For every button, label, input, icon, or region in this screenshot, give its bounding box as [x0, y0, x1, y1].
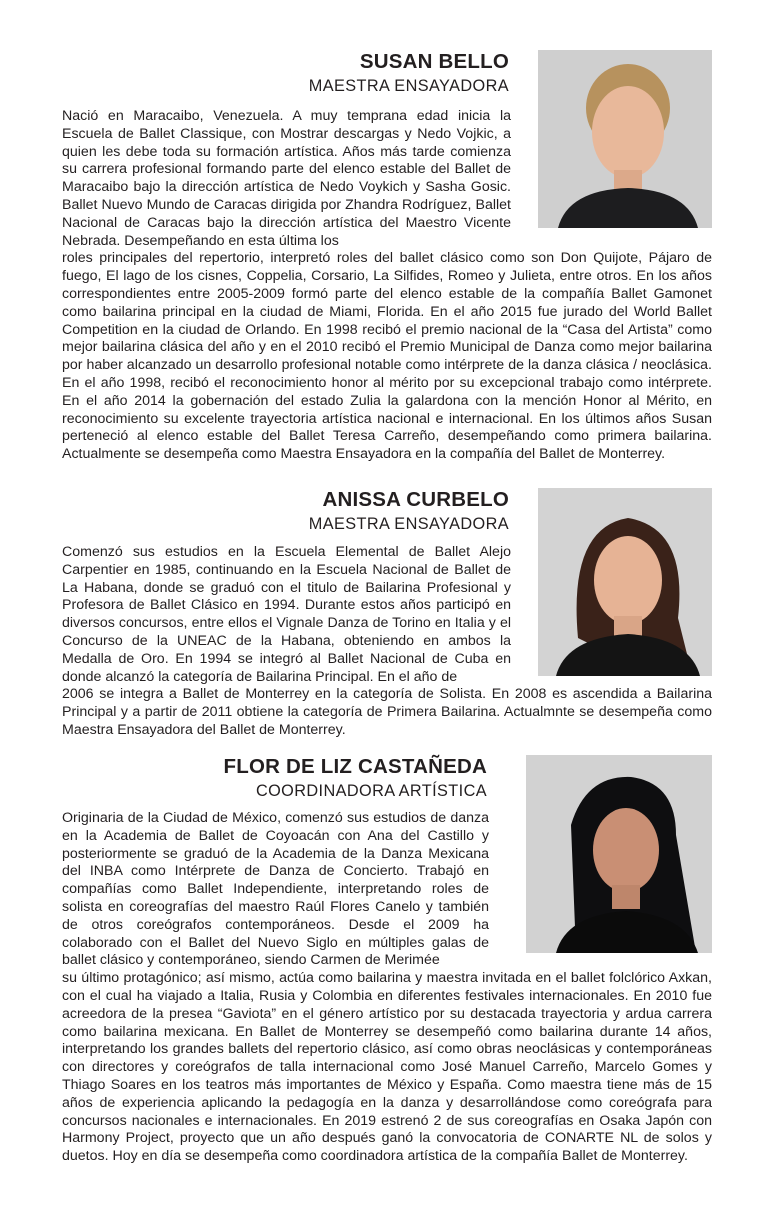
bio-full-text: su último protagónico; así mismo, actúa como bailarina y maestra invitada en el ballet folclórico Axkan, con el cual ha viajado a Italia, Rusia y Colombia en diferentes festivales internacionales. En 2010 fue acreedora de la presea “Gaviota” en el género artístico por su destacada trayectoria y ardua carrera como bailarina mexicana. En Ballet de Monterrey se desempeñó como bailarina durante 14 años, interpretando los grandes ballets del repertorio clásico, así como obras neoclásicas y contemporáneas con directores y coreógrafos de talla internacional como José Manuel Carreño, Marcelo Gomes y Thiago Soares en los teatros más importantes de México y España. Como maestra tiene más de 15 años de experiencia aplicando la pedagogía en la danza y desarrollándose como coreógrafa para concursos nacionales e internacionales. En 2019 estrenó 2 de sus coreografías en Osaka Japón con Harmony Project, proyecto que un año después ganó la convocatoria de CONARTE NL de solos y duetos. Hoy en día se desempeña como coordinadora artística de la compañía Ballet de Monterrey. — [62, 970, 712, 1165]
bio-full-text: roles principales del repertorio, interpretó roles del ballet clásico como son Don Quijote, Pájaro de fuego, El lago de los cisnes, Coppelia, Corsario, La Silfides, Romeo y Julieta, entre otros. En los años correspondientes entre 2005-2009 formó parte del elenco estable de la compañía Ballet Gamonet como bailarina principal en la ciudad de Miami, Florida. En el año 2015 fue jurado del World Ballet Competition en la ciudad de Orlando. En 1998 recibó el premio nacional de la “Casa del Artista” como mejor bailarina clásica del año y en el 2010 recibó el Premio Municipal de Danza como mejor bailarina por haber alcanzado un desarrollo profesional notable como intérprete de la danza clásica / neoclásica. En el año 1998, recibó el reconocimiento honor al mérito por su excepcional trabajo como intérprete. En el año 2014 la gobernación del estado Zulia la galardona con la mención Honor al Mérito, en reconocimiento su excelente trayectoria artística nacional e internacional. En los últimos años Susan perteneció al elenco estable del Ballet Teresa Carreño, desempeñando como primera bailarina. Actualmente se desempeña como Maestra Ensayadora en la compañía del Ballet de Monterrey. — [62, 250, 712, 463]
profile-name: FLOR DE LIZ CASTAÑEDA — [223, 755, 487, 778]
portrait-photo — [526, 755, 712, 953]
bio-wrapped-text: Nació en Maracaibo, Venezuela. A muy temprana edad inicia la Escuela de Ballet Classique, con Mostrar descargas y Nedo Vojkic, a quien les debe toda su formación artística. Años más tarde comienza su carrera profesional formando parte del elenco estable del Ballet de Maracaibo bajo la dirección artística de Nedo Voykich y Sasha Gosic. Ballet Nuevo Mundo de Caracas dirigida por Zhandra Rodríguez, Ballet Nacional de Caracas bajo la dirección artística del Maestro Vicente Nebrada. Desempeñando en esta última los — [62, 108, 511, 249]
portrait-illustration — [538, 50, 712, 228]
bio-full-text: 2006 se integra a Ballet de Monterrey en la categoría de Solista. En 2008 es ascendida a Bailarina Principal y a partir de 2011 obtiene la categoría de Primera Bailarina. Actualmnte se desempeña como Maestra Ensayadora del Ballet de Monterrey. — [62, 686, 712, 738]
bio-wrapped-text: Originaria de la Ciudad de México, comenzó sus estudios de danza en la Academia de Ballet de Coyoacán con Ana del Castillo y posteriormente se graduó de la Academia de la Danza Mexicana del INBA como Intérprete de Danza de Concierto. Trabajó en compañías como Ballet Independiente, interpretando roles de solista en coreografías del maestro Raúl Flores Canelo y también de otros coreógrafos contemporáneos. Desde el 2009 ha colaborado con el Ballet del Nuevo Siglo en múltiples galas de ballet clásico y contemporáneo, siendo Carmen de Merimée — [62, 810, 489, 969]
portrait-illustration — [526, 755, 712, 953]
profile-role: MAESTRA ENSAYADORA — [308, 77, 509, 95]
profile-name: ANISSA CURBELO — [322, 488, 509, 511]
profile-bio — [62, 544, 712, 740]
profile-bio — [62, 810, 712, 1166]
portrait-photo — [538, 488, 712, 676]
portrait-photo — [538, 50, 712, 228]
bio-wrapped-text: Comenzó sus estudios en la Escuela Elemental de Ballet Alejo Carpentier en 1985, continuando en la Escuela Nacional de Ballet de La Habana, donde se graduó con el titulo de Bailarina Profesional y Profesora de Ballet Clásico en 1994. Durante estos años participó en diversos concursos, entre ellos el Vignale Danza de Torino en Italia y el Concurso de la UNEAC de la Habana, obteniendo en ambos la Medalla de Oro. En 1994 se integró al Ballet Nacional de Cuba en donde alcanzó la categoría de Bailarina Principal. En el año de — [62, 544, 511, 685]
portrait-illustration — [538, 488, 712, 676]
profile-name: SUSAN BELLO — [359, 50, 509, 73]
profile-bio — [62, 108, 712, 464]
profile-role: COORDINADORA ARTÍSTICA — [255, 782, 487, 800]
profile-role: MAESTRA ENSAYADORA — [308, 515, 509, 533]
